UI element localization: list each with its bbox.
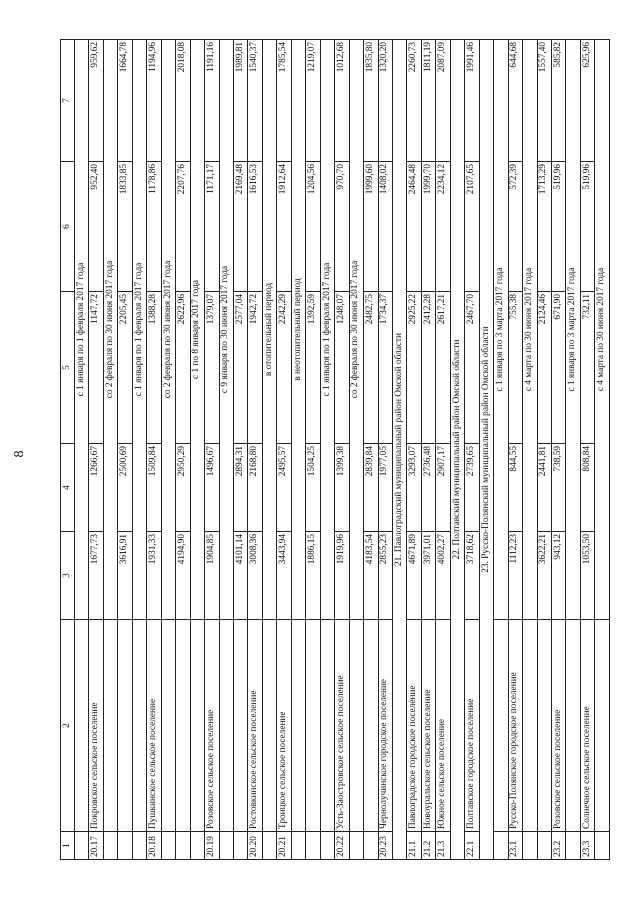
value-c3: 1931,33 — [147, 532, 161, 620]
value-c7: 1219,07 — [306, 40, 320, 162]
row-code — [306, 832, 320, 860]
header-row — [61, 40, 75, 860]
value-c4: 844,55 — [508, 444, 522, 532]
table-row — [537, 40, 551, 860]
value-c4: 808,84 — [580, 444, 594, 532]
period-row — [161, 40, 175, 860]
column-header-7: 7 — [61, 40, 75, 162]
value-c3: 1677,73 — [89, 532, 103, 620]
value-c6: 1178,86 — [147, 162, 161, 292]
period-label: с 1 января по 1 февраля 2017 года — [75, 40, 89, 620]
value-c3: 3971,01 — [421, 532, 435, 620]
column-header-2: 2 — [61, 620, 75, 832]
row-code-empty — [523, 832, 537, 860]
value-c5: 1147,72 — [89, 292, 103, 444]
value-c4: 2441,81 — [537, 444, 551, 532]
value-c6: 1408,02 — [378, 162, 392, 292]
row-name: Розовское сельское поселение — [551, 620, 565, 832]
value-c5: 2577,04 — [233, 292, 247, 444]
period-row — [320, 40, 334, 860]
table-row — [335, 40, 349, 860]
row-code: 20.19 — [205, 832, 219, 860]
row-code-empty — [75, 832, 89, 860]
value-c5: 671,90 — [551, 292, 565, 444]
value-c4: 1504,25 — [306, 444, 320, 532]
value-c4: 2736,48 — [421, 444, 435, 532]
section-row — [392, 40, 406, 860]
row-code: 21.1 — [407, 832, 421, 860]
value-c5: 1734,37 — [378, 292, 392, 444]
row-name-empty — [219, 620, 233, 832]
period-label: с 1 января по 3 марта 2017 года — [494, 40, 508, 620]
value-c4: 2500,69 — [118, 444, 132, 532]
row-code — [537, 832, 551, 860]
value-c3: 1112,23 — [508, 532, 522, 620]
row-code: 23.2 — [551, 832, 565, 860]
period-label: с 4 марта по 30 июня 2017 года — [595, 40, 610, 620]
row-name-empty — [320, 620, 334, 832]
row-code: 20.21 — [277, 832, 291, 860]
value-c7: 1835,80 — [364, 40, 378, 162]
value-c3: 1886,15 — [306, 532, 320, 620]
table-row — [364, 40, 378, 860]
row-name: Розовское сельское поселение — [205, 620, 219, 832]
value-c7: 644,68 — [508, 40, 522, 162]
section-row — [479, 40, 493, 860]
value-c6: 2207,76 — [176, 162, 190, 292]
value-c5: 1942,72 — [248, 292, 262, 444]
period-label: с 9 января по 30 июня 2017 года — [219, 40, 233, 620]
row-name: Покровское сельское поселение — [89, 620, 103, 832]
row-name: Южное сельское поселение — [436, 620, 450, 832]
row-name-empty — [190, 620, 204, 832]
table-row — [508, 40, 522, 860]
row-code: 21.3 — [436, 832, 450, 860]
value-c7: 1194,96 — [147, 40, 161, 162]
period-row — [132, 40, 146, 860]
value-c3: 4183,54 — [364, 532, 378, 620]
value-c3: 3718,62 — [465, 532, 479, 620]
row-name — [306, 620, 320, 832]
value-c5: 2617,21 — [436, 292, 450, 444]
tariff-table — [60, 39, 610, 860]
row-name-empty — [523, 620, 537, 832]
row-code-empty — [291, 832, 305, 860]
table-row — [378, 40, 392, 860]
value-c4: 1509,84 — [147, 444, 161, 532]
column-header-4: 4 — [61, 444, 75, 532]
value-c6: 2107,65 — [465, 162, 479, 292]
period-label: в отопительный период — [262, 40, 276, 620]
value-c3: 3443,94 — [277, 532, 291, 620]
value-c3: 4002,27 — [436, 532, 450, 620]
value-c7: 1991,46 — [465, 40, 479, 162]
row-code — [364, 832, 378, 860]
value-c3: 4101,14 — [233, 532, 247, 620]
value-c7: 1989,81 — [233, 40, 247, 162]
row-name: Троицкое сельское поселение — [277, 620, 291, 832]
value-c3: 4671,89 — [407, 532, 421, 620]
value-c4: 1496,67 — [205, 444, 219, 532]
value-c4: 2168,80 — [248, 444, 262, 532]
value-c7: 585,82 — [551, 40, 565, 162]
period-label: с 1 января по 3 марта 2017 года — [566, 40, 580, 620]
period-label: со 2 февраля по 30 июня 2017 года — [349, 40, 363, 620]
value-c6: 1833,85 — [118, 162, 132, 292]
value-c4: 2894,31 — [233, 444, 247, 532]
table-row — [176, 40, 190, 860]
row-code: 22.1 — [465, 832, 479, 860]
value-c3: 3008,36 — [248, 532, 262, 620]
row-code-empty — [190, 832, 204, 860]
column-header-3: 3 — [61, 532, 75, 620]
value-c3: 2855,23 — [378, 532, 392, 620]
value-c5: 755,38 — [508, 292, 522, 444]
value-c7: 2018,08 — [176, 40, 190, 162]
value-c4: 1399,38 — [335, 444, 349, 532]
value-c7: 1191,16 — [205, 40, 219, 162]
value-c4: 1266,67 — [89, 444, 103, 532]
period-label: с 1 по 8 января 2017 года — [190, 40, 204, 620]
period-label: со 2 февраля по 30 июня 2017 года — [103, 40, 117, 620]
row-code-empty — [103, 832, 117, 860]
value-c3: 1053,50 — [580, 532, 594, 620]
row-code: 20.20 — [248, 832, 262, 860]
value-c3: 1904,85 — [205, 532, 219, 620]
period-label: с 1 января по 1 февраля 2017 года — [320, 40, 334, 620]
row-name-empty — [595, 620, 610, 832]
value-c7: 2260,73 — [407, 40, 421, 162]
page-number: 8 — [12, 450, 27, 458]
value-c7: 1012,68 — [335, 40, 349, 162]
value-c7: 1811,19 — [421, 40, 435, 162]
period-row — [566, 40, 580, 860]
value-c4: 3293,07 — [407, 444, 421, 532]
table-row — [147, 40, 161, 860]
row-code-empty — [595, 832, 610, 860]
value-c7: 1557,40 — [537, 40, 551, 162]
value-c6: 2234,12 — [436, 162, 450, 292]
value-c5: 1379,07 — [205, 292, 219, 444]
row-name-empty — [75, 620, 89, 832]
row-code: 21.2 — [421, 832, 435, 860]
row-name: Полтавское городское поселение — [465, 620, 479, 832]
value-c5: 2205,45 — [118, 292, 132, 444]
table-row — [436, 40, 450, 860]
row-name: Пушкинское сельское поселение — [147, 620, 161, 832]
table-row — [205, 40, 219, 860]
period-row — [219, 40, 233, 860]
row-name-empty — [262, 620, 276, 832]
table-row — [118, 40, 132, 860]
table-row — [233, 40, 247, 860]
rotated-table-container — [60, 40, 610, 860]
value-c7: 1664,78 — [118, 40, 132, 162]
value-c4: 2907,17 — [436, 444, 450, 532]
row-code-empty — [161, 832, 175, 860]
row-name — [118, 620, 132, 832]
row-name — [364, 620, 378, 832]
value-c6: 1999,60 — [364, 162, 378, 292]
row-name — [176, 620, 190, 832]
value-c7: 959,62 — [89, 40, 103, 162]
period-row — [494, 40, 508, 860]
value-c6: 1999,70 — [421, 162, 435, 292]
row-code-empty — [494, 832, 508, 860]
value-c6: 519,96 — [580, 162, 594, 292]
value-c7: 2087,09 — [436, 40, 450, 162]
table-row — [306, 40, 320, 860]
section-title: 21. Павлоградский муниципальный район Омской области — [392, 40, 406, 860]
row-code: 23.3 — [580, 832, 594, 860]
period-row — [595, 40, 610, 860]
row-code-empty — [320, 832, 334, 860]
value-c4: 2495,57 — [277, 444, 291, 532]
period-row — [291, 40, 305, 860]
value-c6: 519,96 — [551, 162, 565, 292]
value-c4: 2839,84 — [364, 444, 378, 532]
value-c5: 1392,59 — [306, 292, 320, 444]
row-name-empty — [132, 620, 146, 832]
row-code: 20.17 — [89, 832, 103, 860]
column-header-6: 6 — [61, 162, 75, 292]
table-row — [551, 40, 565, 860]
period-row — [523, 40, 537, 860]
row-name — [233, 620, 247, 832]
row-name: Чернолучинское городское поселение — [378, 620, 392, 832]
table-row — [580, 40, 594, 860]
row-name-empty — [291, 620, 305, 832]
value-c4: 738,59 — [551, 444, 565, 532]
value-c6: 1713,29 — [537, 162, 551, 292]
row-code: 20.22 — [335, 832, 349, 860]
row-name: Павлоградское городское поселение — [407, 620, 421, 832]
row-name-empty — [566, 620, 580, 832]
table-row — [407, 40, 421, 860]
table-row — [248, 40, 262, 860]
value-c3: 3622,21 — [537, 532, 551, 620]
section-title: 22. Полтавский муниципальный район Омской области — [450, 40, 464, 860]
table-row — [277, 40, 291, 860]
value-c6: 572,39 — [508, 162, 522, 292]
row-name: Ростовкинское сельское поселение — [248, 620, 262, 832]
row-name: Солнечное сельское поселение — [580, 620, 594, 832]
row-name-empty — [494, 620, 508, 832]
value-c5: 2242,29 — [277, 292, 291, 444]
period-row — [75, 40, 89, 860]
row-name-empty — [161, 620, 175, 832]
row-code: 20.23 — [378, 832, 392, 860]
column-header-1: 1 — [61, 832, 75, 860]
value-c4: 2950,29 — [176, 444, 190, 532]
table-row — [465, 40, 479, 860]
value-c5: 2925,22 — [407, 292, 421, 444]
value-c6: 1171,17 — [205, 162, 219, 292]
value-c6: 2169,48 — [233, 162, 247, 292]
value-c7: 1320,20 — [378, 40, 392, 162]
value-c5: 2467,70 — [465, 292, 479, 444]
row-name: Усть-Заостровское сельское поселение — [335, 620, 349, 832]
row-code: 20.18 — [147, 832, 161, 860]
row-code-empty — [566, 832, 580, 860]
value-c7: 1785,54 — [277, 40, 291, 162]
value-c6: 1616,53 — [248, 162, 262, 292]
value-c5: 732,11 — [580, 292, 594, 444]
value-c5: 2622,96 — [176, 292, 190, 444]
row-name-empty — [349, 620, 363, 832]
value-c7: 625,96 — [580, 40, 594, 162]
value-c4: 2739,65 — [465, 444, 479, 532]
value-c5: 1248,07 — [335, 292, 349, 444]
period-row — [349, 40, 363, 860]
period-label: со 2 февраля по 30 июня 2017 года — [161, 40, 175, 620]
period-label: с 4 марта по 30 июня 2017 года — [523, 40, 537, 620]
row-code-empty — [262, 832, 276, 860]
table-row — [421, 40, 435, 860]
value-c5: 1388,28 — [147, 292, 161, 444]
period-row — [103, 40, 117, 860]
value-c3: 4194,90 — [176, 532, 190, 620]
row-code-empty — [219, 832, 233, 860]
value-c5: 2482,75 — [364, 292, 378, 444]
row-name: Новоуральское сельское поселение — [421, 620, 435, 832]
value-c6: 970,70 — [335, 162, 349, 292]
row-code — [233, 832, 247, 860]
value-c3: 1919,96 — [335, 532, 349, 620]
value-c5: 2412,28 — [421, 292, 435, 444]
value-c3: 3616,91 — [118, 532, 132, 620]
value-c6: 1204,56 — [306, 162, 320, 292]
value-c6: 1912,64 — [277, 162, 291, 292]
value-c6: 2464,48 — [407, 162, 421, 292]
row-code-empty — [349, 832, 363, 860]
row-name-empty — [103, 620, 117, 832]
column-header-5: 5 — [61, 292, 75, 444]
value-c6: 952,40 — [89, 162, 103, 292]
row-name: Русско-Полянское городское поселение — [508, 620, 522, 832]
row-code — [118, 832, 132, 860]
section-title: 23. Русско-Полянский муниципальный район Омской области — [479, 40, 493, 860]
value-c4: 1977,05 — [378, 444, 392, 532]
value-c5: 2124,46 — [537, 292, 551, 444]
row-code: 23.1 — [508, 832, 522, 860]
table-row — [89, 40, 103, 860]
row-code-empty — [132, 832, 146, 860]
period-row — [262, 40, 276, 860]
value-c3: 943,12 — [551, 532, 565, 620]
row-name — [537, 620, 551, 832]
period-label: с 1 января по 1 февраля 2017 года — [132, 40, 146, 620]
period-row — [190, 40, 204, 860]
value-c7: 1540,37 — [248, 40, 262, 162]
section-row — [450, 40, 464, 860]
period-label: в неотопительный период — [291, 40, 305, 620]
row-code — [176, 832, 190, 860]
